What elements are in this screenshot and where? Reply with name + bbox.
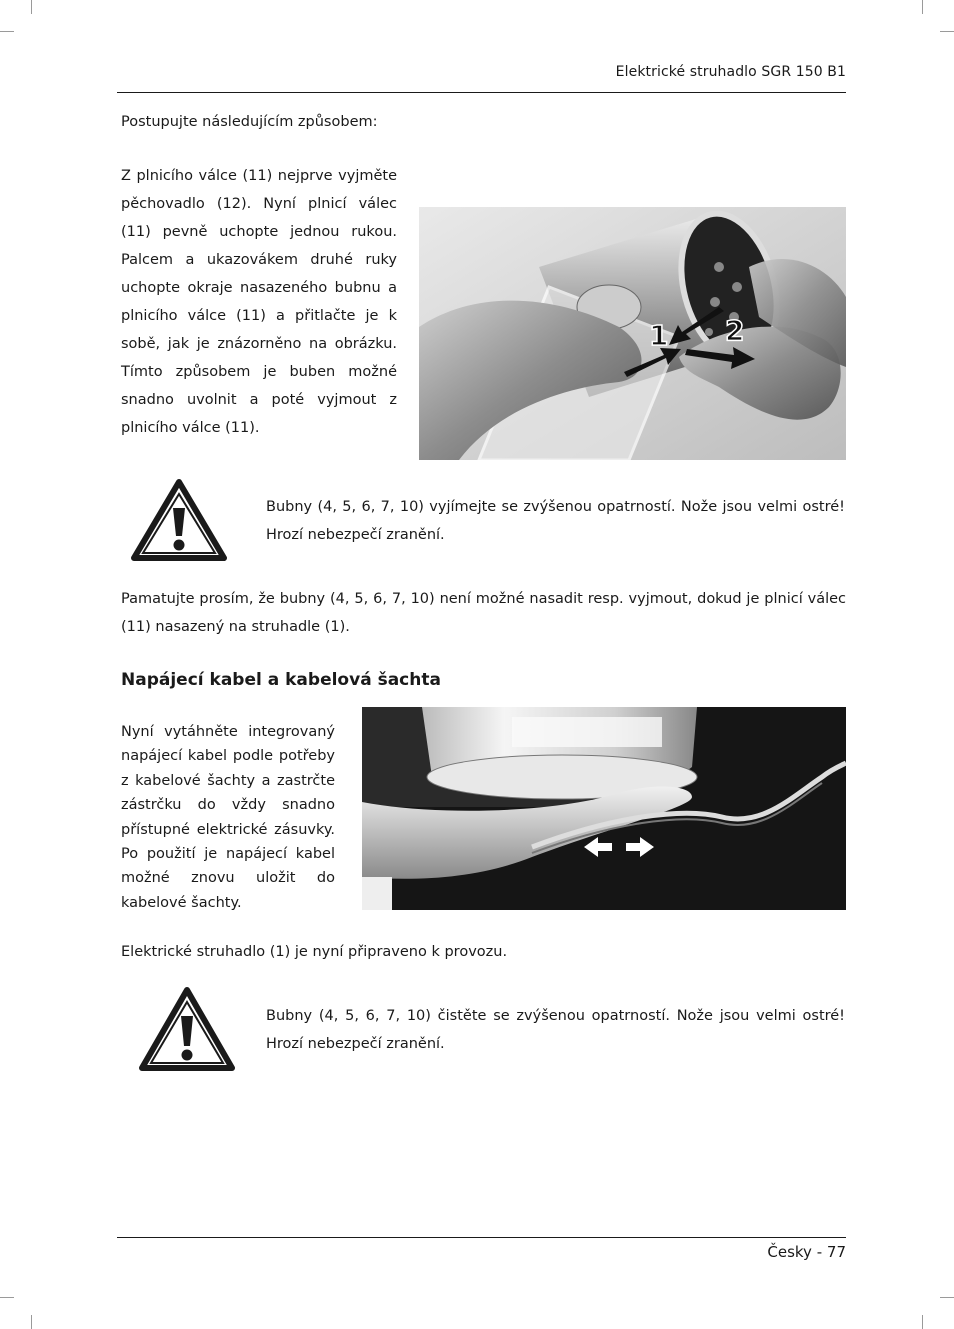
note-text: Pamatujte prosím, že bubny (4, 5, 6, 7, 10) není možné nasadit resp. vyjmout, dokud je plnicí válec (11) nasazený na struhadle (1). xyxy=(121,591,846,635)
crop-mark xyxy=(0,1297,14,1298)
warning-triangle-icon xyxy=(131,478,227,562)
callout-label-1: 1 xyxy=(649,319,669,352)
section-heading: Napájecí kabel a kabelová šachta xyxy=(121,670,441,690)
header-rule xyxy=(117,92,846,93)
crop-mark xyxy=(31,0,32,14)
callout-label-2: 2 xyxy=(725,314,745,347)
warning-text-2: Bubny (4, 5, 6, 7, 10) čistěte se zvýšenou opatrností. Nože jsou velmi ostré! Hrozí nebezpečí zranění. xyxy=(266,1008,845,1052)
crop-mark xyxy=(922,0,923,14)
crop-mark xyxy=(31,1315,32,1329)
drum-removal-photo xyxy=(419,207,846,460)
crop-mark xyxy=(940,31,954,32)
page-footer xyxy=(767,1243,846,1261)
page-number: - 77 xyxy=(816,1243,846,1261)
crop-mark xyxy=(940,1297,954,1298)
warning-triangle-icon xyxy=(139,986,235,1072)
cable-instructions: Nyní vytáhněte integrovaný napájecí kabel podle potřeby z kabelové šachty a zastrčte zástrčku do vždy snadno přístupné elektrické zásuvky. Po použití je napájecí kabel možné znovu uložit do kabelové šachty. xyxy=(121,724,335,911)
cable-shaft-photo xyxy=(362,707,846,910)
footer-language: Česky xyxy=(767,1243,812,1261)
ready-text: Elektrické struhadlo (1) je nyní připraveno k provozu. xyxy=(121,944,508,960)
footer-rule xyxy=(117,1237,846,1238)
crop-mark xyxy=(922,1315,923,1329)
warning-text-1: Bubny (4, 5, 6, 7, 10) vyjímejte se zvýšenou opatrností. Nože jsou velmi ostré! Hrozí nebezpečí zranění. xyxy=(266,499,845,543)
step-instructions: Z plnicího válce (11) nejprve vyjměte pěchovadlo (12). Nyní plnicí válec (11) pevně uchopte jednou rukou. Palcem a ukazovákem druhé ruky uchopte okraje nasazeného bubnu a plnicího válce (11) a přitlačte je k sobě, jak je znázorněno na obrázku. Tímto způsobem je buben možné snadno uvolnit a poté vyjmout z plnicího válce (11). xyxy=(121,168,397,436)
page-header-title: Elektrické struhadlo SGR 150 B1 xyxy=(615,64,846,80)
intro-text: Postupujte následujícím způsobem: xyxy=(121,114,378,130)
crop-mark xyxy=(0,31,14,32)
